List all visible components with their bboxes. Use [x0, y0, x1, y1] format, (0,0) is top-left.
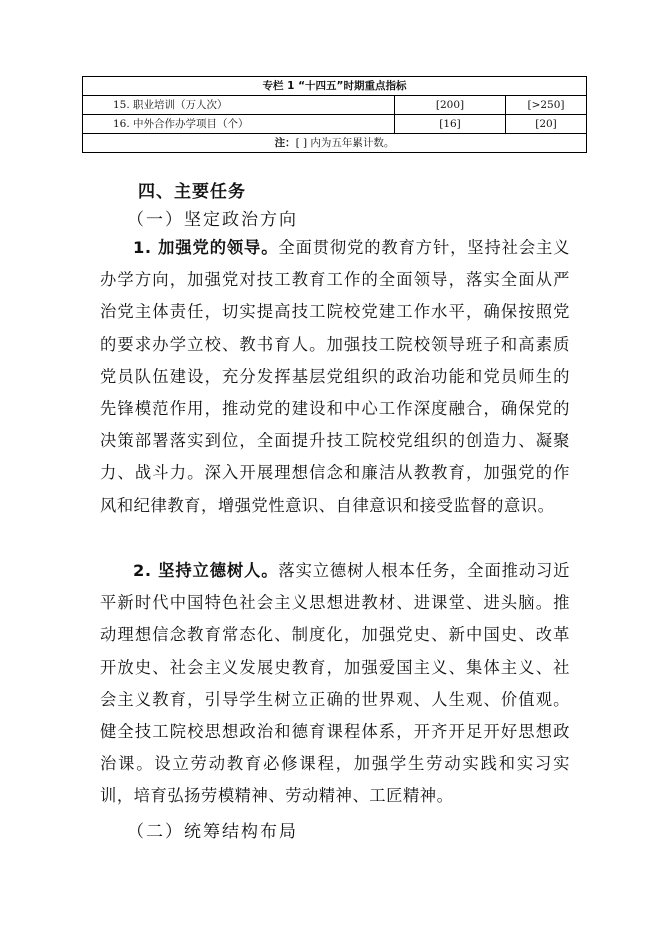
- section-title: 四、主要任务: [138, 182, 246, 202]
- key-indicators-table: [82, 76, 587, 153]
- table-cell-item: 15. 职业培训（万人次）: [83, 96, 395, 115]
- table-header: 专栏 1 “十四五”时期重点指标: [83, 77, 587, 96]
- paragraph-1-text: 全面贯彻党的教育方针，坚持社会主义办学方向，加强党对技工教育工作的全面领导，落实全面从严治党主体责任，切实提高技工院校党建工作水平，确保按照党的要求办学立校、教书育人。加强技工院校领导班子和高素质党员队伍建设，充分发挥基层党组织的政治功能和党员师生的先锋模范作用，推动党的建设和中心工作深度融合，确保党的决策部署落实到位，全面提升技工院校党组织的创造力、凝聚力、战斗力。深入开展理想信念和廉洁从教教育，加强党的作风和纪律教育，增强党性意识、自律意识和接受监督的意识。: [100, 238, 570, 515]
- table-note-text: [ ] 内为五年累计数。: [295, 137, 395, 149]
- table-note-label: 注：: [274, 137, 296, 149]
- paragraph-1: [100, 232, 570, 522]
- table-cell-value1: [16]: [395, 115, 506, 134]
- table-row: [83, 115, 587, 134]
- paragraph-2: [100, 555, 570, 813]
- paragraph-2-lead: 2. 坚持立德树人。: [133, 561, 279, 580]
- paragraph-1-lead: 1. 加强党的领导。: [133, 238, 279, 257]
- subsection-title-2: （二）统筹结构布局: [127, 822, 298, 842]
- paragraph-2-text: 落实立德树人根本任务，全面推动习近平新时代中国特色社会主义思想进教材、进课堂、进头脑。推动理想信念教育常态化、制度化，加强党史、新中国史、改革开放史、社会主义发展史教育，加强爱国主义、集体主义、社会主义教育，引导学生树立正确的世界观、人生观、价值观。健全技工院校思想政治和德育课程体系，开齐开足开好思想政治课。设立劳动教育必修课程，加强学生劳动实践和实习实训，培育弘扬劳模精神、劳动精神、工匠精神。: [100, 561, 570, 806]
- table-cell-item: 16. 中外合作办学项目（个）: [83, 115, 395, 134]
- table-header-row: [83, 77, 587, 96]
- table-row: [83, 96, 587, 115]
- table-note-row: [83, 134, 587, 153]
- subsection-title-1: （一）坚定政治方向: [127, 210, 298, 230]
- table-note: [83, 134, 587, 153]
- table-cell-value2: [20]: [506, 115, 587, 134]
- table-cell-value2: [>250]: [506, 96, 587, 115]
- table-cell-value1: [200]: [395, 96, 506, 115]
